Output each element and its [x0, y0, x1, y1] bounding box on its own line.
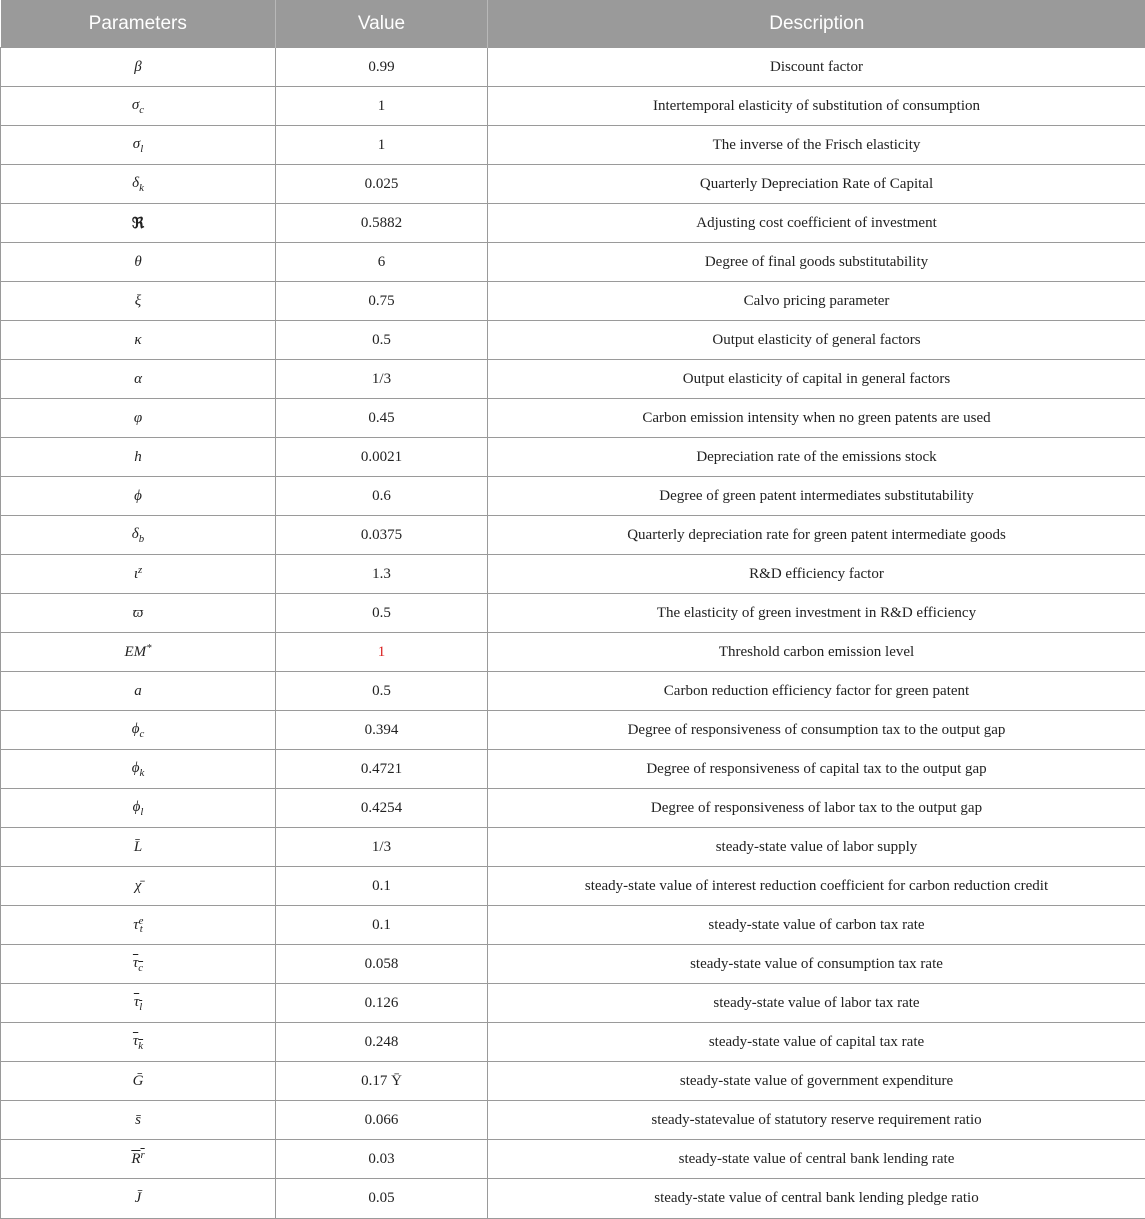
- symbol-text: [134, 410, 142, 426]
- parameter-symbol: [1, 399, 276, 438]
- symbol-subscript: l: [139, 1000, 142, 1012]
- parameter-value: 0.45: [276, 399, 488, 438]
- symbol-base: ϕ: [134, 488, 142, 504]
- parameter-symbol: [1, 165, 276, 204]
- parameter-value: 0.1: [276, 906, 488, 945]
- symbol-base: τ: [134, 994, 139, 1010]
- symbol-superscript: e: [139, 915, 144, 927]
- symbol-base: φ: [134, 410, 142, 426]
- symbol-text: [134, 59, 141, 75]
- table-row: [1, 594, 1145, 633]
- symbol-subscript: l: [140, 805, 143, 817]
- symbol-base: τ: [133, 917, 138, 933]
- parameter-symbol: [1, 1179, 276, 1219]
- parameter-description: Quarterly Depreciation Rate of Capital: [488, 165, 1145, 204]
- parameter-value: 0.5882: [276, 204, 488, 243]
- parameter-value: 0.5: [276, 672, 488, 711]
- table-row: [1, 711, 1145, 750]
- symbol-text: [134, 683, 142, 699]
- symbol-base: α: [134, 371, 142, 387]
- parameter-value: 0.248: [276, 1023, 488, 1062]
- parameter-value: 1/3: [276, 360, 488, 399]
- parameter-symbol: [1, 360, 276, 399]
- table-row: [1, 1101, 1145, 1140]
- header-row: [1, 0, 1145, 48]
- symbol-base: ϕ: [132, 760, 140, 776]
- parameter-symbol: [1, 126, 276, 165]
- parameter-symbol: [1, 516, 276, 555]
- parameter-symbol: [1, 1023, 276, 1062]
- symbol-base: σ: [132, 97, 139, 113]
- symbol-base: s̄: [135, 1112, 141, 1128]
- parameter-value: 0.05: [276, 1179, 488, 1219]
- symbol-text: [134, 566, 142, 582]
- parameter-symbol: [1, 828, 276, 867]
- parameter-value: 0.5: [276, 594, 488, 633]
- parameter-description: Quarterly depreciation rate for green patent intermediate goods: [488, 516, 1145, 555]
- parameter-description: Adjusting cost coefficient of investment: [488, 204, 1145, 243]
- symbol-text: [134, 839, 142, 855]
- table-row: [1, 321, 1145, 360]
- table-row: [1, 360, 1145, 399]
- parameter-description: Degree of responsiveness of consumption tax to the output gap: [488, 711, 1145, 750]
- parameter-description: Degree of final goods substitutability: [488, 243, 1145, 282]
- table-row: [1, 477, 1145, 516]
- symbol-text: [133, 1073, 144, 1089]
- parameter-description: steady-state value of labor supply: [488, 828, 1145, 867]
- parameter-description: steady-state value of interest reduction coefficient for carbon reduction credit: [488, 867, 1145, 906]
- parameter-description: The elasticity of green investment in R&D efficiency: [488, 594, 1145, 633]
- parameter-description: steady-state value of carbon tax rate: [488, 906, 1145, 945]
- symbol-subscript: c: [138, 961, 143, 973]
- symbol-base: L̄: [134, 839, 142, 855]
- symbol-subscript: k: [139, 766, 144, 778]
- symbol-text: [135, 878, 142, 894]
- table-row: [1, 906, 1145, 945]
- table-row: [1, 48, 1145, 87]
- symbol-base: J̄: [135, 1190, 142, 1206]
- symbol-base: δ: [132, 526, 139, 542]
- table-row: [1, 438, 1145, 477]
- parameter-symbol: [1, 48, 276, 87]
- symbol-base: δ: [132, 175, 139, 191]
- header-parameters: Parameters: [1, 0, 276, 48]
- symbol-text: [132, 760, 145, 776]
- parameter-value: 1: [276, 126, 488, 165]
- parameter-description: Carbon emission intensity when no green patents are used: [488, 399, 1145, 438]
- symbol-text: [133, 136, 143, 152]
- symbol-text: [132, 175, 144, 191]
- symbol-text: [132, 721, 145, 737]
- symbol-subscript: l: [140, 142, 143, 154]
- table-row: [1, 633, 1145, 672]
- parameter-symbol: [1, 750, 276, 789]
- symbol-text: [134, 994, 142, 1010]
- parameter-description: Calvo pricing parameter: [488, 282, 1145, 321]
- parameter-value: 0.03: [276, 1140, 488, 1179]
- symbol-text: [133, 799, 144, 815]
- parameter-value: 0.99: [276, 48, 488, 87]
- symbol-base: ξ: [135, 293, 141, 309]
- symbol-base: κ: [134, 332, 141, 348]
- parameter-value: 0.126: [276, 984, 488, 1023]
- parameter-symbol: [1, 789, 276, 828]
- parameter-value: 0.0021: [276, 438, 488, 477]
- symbol-base: ϕ: [132, 721, 140, 737]
- parameter-symbol: [1, 321, 276, 360]
- table-row: [1, 1062, 1145, 1101]
- symbol-superscript: *: [146, 643, 151, 655]
- parameter-symbol: [1, 984, 276, 1023]
- symbol-subscript: k: [139, 181, 144, 193]
- table-row: [1, 672, 1145, 711]
- parameter-symbol: [1, 711, 276, 750]
- symbol-text: [135, 1190, 142, 1206]
- parameter-symbol: [1, 906, 276, 945]
- table-row: [1, 243, 1145, 282]
- symbol-base: ℜ: [132, 216, 144, 232]
- table-row: [1, 399, 1145, 438]
- symbol-base: Ḡ: [133, 1073, 144, 1089]
- symbol-base: a: [134, 683, 142, 699]
- parameter-symbol: [1, 243, 276, 282]
- parameter-description: steady-state value of capital tax rate: [488, 1023, 1145, 1062]
- header-value: Value: [276, 0, 488, 48]
- parameter-symbol: [1, 1062, 276, 1101]
- symbol-text: [132, 216, 144, 232]
- symbol-text: [134, 488, 142, 504]
- symbol-text: [132, 97, 144, 113]
- table-row: [1, 828, 1145, 867]
- table-row: [1, 1023, 1145, 1062]
- parameter-symbol: [1, 594, 276, 633]
- symbol-base: EM: [124, 644, 146, 660]
- parameter-symbol: [1, 555, 276, 594]
- parameter-value: 0.058: [276, 945, 488, 984]
- parameter-value: 1: [276, 633, 488, 672]
- symbol-superscript: r: [140, 1150, 144, 1162]
- symbol-base: ϕ: [133, 799, 141, 815]
- parameter-value: 0.75: [276, 282, 488, 321]
- symbol-base: χ̄: [135, 878, 142, 894]
- parameter-value: 0.4721: [276, 750, 488, 789]
- table-row: [1, 867, 1145, 906]
- parameter-value: 0.5: [276, 321, 488, 360]
- table-row: [1, 750, 1145, 789]
- symbol-text: [134, 371, 142, 387]
- header-description: Description: [488, 0, 1145, 48]
- symbol-subscript: c: [139, 727, 144, 739]
- symbol-text: [135, 293, 141, 309]
- symbol-base: τ: [133, 1033, 138, 1049]
- parameter-value: 0.1: [276, 867, 488, 906]
- symbol-subscript: c: [139, 103, 144, 115]
- parameter-value: 0.4254: [276, 789, 488, 828]
- parameter-symbol: [1, 672, 276, 711]
- parameter-description: steady-state value of government expenditure: [488, 1062, 1145, 1101]
- parameter-symbol: [1, 633, 276, 672]
- parameter-description: Degree of responsiveness of labor tax to the output gap: [488, 789, 1145, 828]
- parameter-description: Output elasticity of general factors: [488, 321, 1145, 360]
- parameter-description: steady-state value of consumption tax rate: [488, 945, 1145, 984]
- table-row: [1, 204, 1145, 243]
- table-row: [1, 984, 1145, 1023]
- parameter-symbol: [1, 282, 276, 321]
- symbol-text: [134, 254, 141, 270]
- symbol-text: [133, 917, 142, 933]
- parameter-symbol: [1, 204, 276, 243]
- parameter-symbol: [1, 867, 276, 906]
- parameter-description: Degree of responsiveness of capital tax to the output gap: [488, 750, 1145, 789]
- parameter-description: Intertemporal elasticity of substitution of consumption: [488, 87, 1145, 126]
- symbol-text: [132, 526, 144, 542]
- parameter-value: 6: [276, 243, 488, 282]
- symbol-subscript: k: [138, 1039, 143, 1051]
- parameter-value: 0.6: [276, 477, 488, 516]
- parameter-description: Threshold carbon emission level: [488, 633, 1145, 672]
- table-row: [1, 555, 1145, 594]
- parameter-symbol: [1, 945, 276, 984]
- parameter-value: 1: [276, 87, 488, 126]
- parameter-description: steady-statevalue of statutory reserve requirement ratio: [488, 1101, 1145, 1140]
- table-row: [1, 516, 1145, 555]
- table-row: [1, 1179, 1145, 1219]
- parameter-value: 0.0375: [276, 516, 488, 555]
- symbol-base: τ: [133, 955, 138, 971]
- parameter-description: Depreciation rate of the emissions stock: [488, 438, 1145, 477]
- parameter-description: steady-state value of central bank lending pledge ratio: [488, 1179, 1145, 1219]
- parameter-symbol: [1, 1140, 276, 1179]
- table-row: [1, 165, 1145, 204]
- parameter-value: 0.394: [276, 711, 488, 750]
- table-row: [1, 945, 1145, 984]
- symbol-text: [131, 1151, 144, 1167]
- parameter-description: Degree of green patent intermediates substitutability: [488, 477, 1145, 516]
- table-row: [1, 126, 1145, 165]
- symbol-base: R: [131, 1151, 140, 1167]
- symbol-base: ι: [134, 566, 138, 582]
- symbol-base: ϖ: [133, 605, 144, 621]
- parameter-value: 0.066: [276, 1101, 488, 1140]
- parameter-description: The inverse of the Frisch elasticity: [488, 126, 1145, 165]
- parameter-value: 0.025: [276, 165, 488, 204]
- parameter-description: Carbon reduction efficiency factor for green patent: [488, 672, 1145, 711]
- parameter-description: Output elasticity of capital in general factors: [488, 360, 1145, 399]
- symbol-subscript: t: [140, 923, 143, 935]
- parameter-symbol: [1, 1101, 276, 1140]
- symbol-base: σ: [133, 136, 140, 152]
- symbol-text: [134, 332, 141, 348]
- symbol-text: [133, 955, 143, 971]
- parameter-symbol: [1, 438, 276, 477]
- parameter-description: R&D efficiency factor: [488, 555, 1145, 594]
- symbol-base: β: [134, 59, 141, 75]
- parameter-value: 0.17 Ȳ: [276, 1062, 488, 1101]
- table-row: [1, 1140, 1145, 1179]
- table-row: [1, 282, 1145, 321]
- symbol-base: θ: [134, 254, 141, 270]
- parameter-description: steady-state value of labor tax rate: [488, 984, 1145, 1023]
- symbol-superscript: z: [138, 565, 142, 577]
- symbol-text: [133, 605, 144, 621]
- symbol-text: [135, 1112, 141, 1128]
- symbol-text: [124, 644, 151, 660]
- parameter-description: Discount factor: [488, 48, 1145, 87]
- parameter-value: 1/3: [276, 828, 488, 867]
- symbol-base: h: [134, 449, 142, 465]
- symbol-subscript: b: [139, 532, 144, 544]
- parameter-symbol: [1, 87, 276, 126]
- table-row: [1, 789, 1145, 828]
- table-row: [1, 87, 1145, 126]
- parameter-symbol: [1, 477, 276, 516]
- symbol-text: [134, 449, 142, 465]
- symbol-text: [133, 1033, 143, 1049]
- parameter-value: 1.3: [276, 555, 488, 594]
- parameter-description: steady-state value of central bank lending rate: [488, 1140, 1145, 1179]
